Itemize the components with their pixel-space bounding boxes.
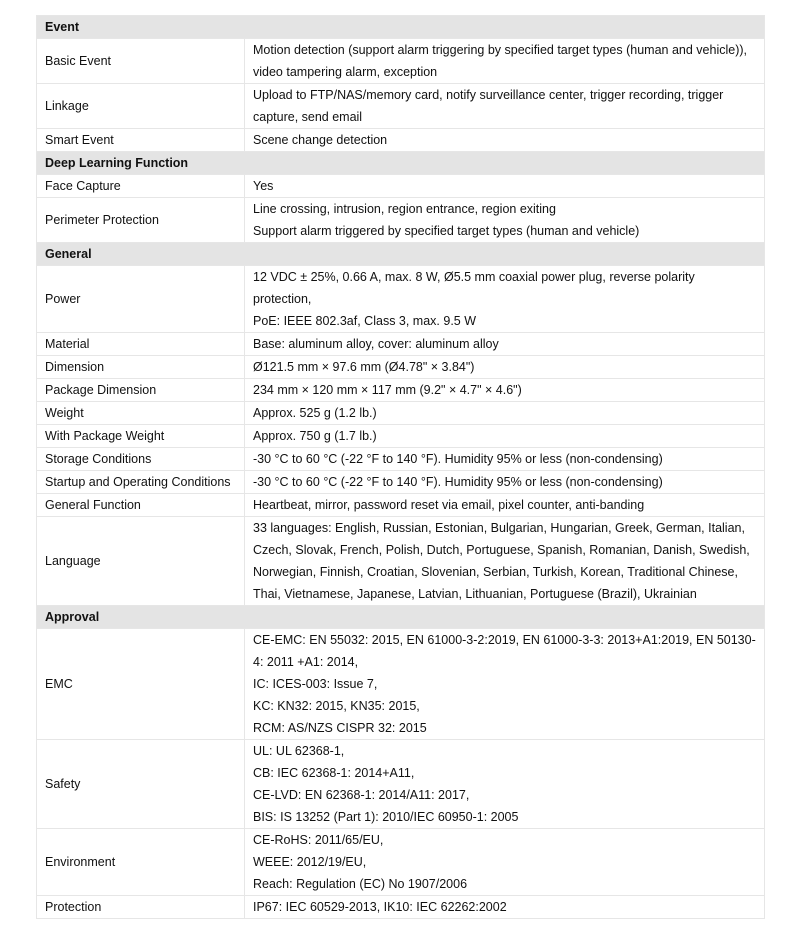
spec-row-face-capture bbox=[37, 175, 765, 198]
spec-value-line: IC: ICES-003: Issue 7, bbox=[253, 677, 378, 691]
spec-value bbox=[245, 356, 765, 379]
spec-row-package-dimension bbox=[37, 379, 765, 402]
spec-value bbox=[245, 517, 765, 606]
spec-value-line: CE-RoHS: 2011/65/EU, bbox=[253, 833, 384, 847]
spec-value-line: CB: IEC 62368-1: 2014+A11, bbox=[253, 766, 415, 780]
spec-value-line: Base: aluminum alloy, cover: aluminum alloy bbox=[253, 337, 499, 351]
spec-value-line: Support alarm triggered by specified target types (human and vehicle) bbox=[253, 224, 640, 238]
spec-row-protection bbox=[37, 896, 765, 919]
spec-label: With Package Weight bbox=[37, 425, 245, 448]
spec-value-line: KC: KN32: 2015, KN35: 2015, bbox=[253, 699, 420, 713]
spec-value bbox=[245, 829, 765, 896]
spec-value-line: CE-LVD: EN 62368-1: 2014/A11: 2017, bbox=[253, 788, 470, 802]
spec-value bbox=[245, 129, 765, 152]
spec-value bbox=[245, 84, 765, 129]
spec-row-linkage bbox=[37, 84, 765, 129]
spec-row-startup-and-operating-conditions bbox=[37, 471, 765, 494]
spec-value bbox=[245, 402, 765, 425]
spec-value-line: 12 VDC ± 25%, 0.66 A, max. 8 W, Ø5.5 mm coaxial power plug, reverse polarity protection, bbox=[253, 270, 695, 306]
spec-value-line: Ø121.5 mm × 97.6 mm (Ø4.78" × 3.84") bbox=[253, 360, 475, 374]
spec-value-line: UL: UL 62368-1, bbox=[253, 744, 345, 758]
spec-value bbox=[245, 494, 765, 517]
spec-value bbox=[245, 266, 765, 333]
spec-value bbox=[245, 198, 765, 243]
section-header-approval bbox=[37, 606, 765, 629]
spec-value-line: Line crossing, intrusion, region entrance, region exiting bbox=[253, 202, 556, 216]
spec-label: Smart Event bbox=[37, 129, 245, 152]
spec-value bbox=[245, 471, 765, 494]
spec-value-line: -30 °C to 60 °C (-22 °F to 140 °F). Humidity 95% or less (non-condensing) bbox=[253, 452, 663, 466]
spec-label: Package Dimension bbox=[37, 379, 245, 402]
spec-row-material bbox=[37, 333, 765, 356]
spec-row-dimension bbox=[37, 356, 765, 379]
spec-value bbox=[245, 896, 765, 919]
spec-table-container bbox=[36, 15, 764, 919]
spec-value bbox=[245, 740, 765, 829]
spec-label: EMC bbox=[37, 629, 245, 740]
spec-value-line: 234 mm × 120 mm × 117 mm (9.2" × 4.7" × 4.6") bbox=[253, 383, 522, 397]
spec-value bbox=[245, 39, 765, 84]
section-title: Approval bbox=[37, 606, 765, 629]
spec-label: Face Capture bbox=[37, 175, 245, 198]
spec-value-line: WEEE: 2012/19/EU, bbox=[253, 855, 367, 869]
spec-label: Storage Conditions bbox=[37, 448, 245, 471]
spec-value-line: Upload to FTP/NAS/memory card, notify surveillance center, trigger recording, trigger capture, send email bbox=[253, 88, 724, 124]
spec-value-line: -30 °C to 60 °C (-22 °F to 140 °F). Humidity 95% or less (non-condensing) bbox=[253, 475, 663, 489]
spec-row-storage-conditions bbox=[37, 448, 765, 471]
section-title: Deep Learning Function bbox=[37, 152, 765, 175]
spec-label: Safety bbox=[37, 740, 245, 829]
spec-value-line: RCM: AS/NZS CISPR 32: 2015 bbox=[253, 721, 427, 735]
spec-label: Perimeter Protection bbox=[37, 198, 245, 243]
spec-value bbox=[245, 629, 765, 740]
spec-row-basic-event bbox=[37, 39, 765, 84]
spec-value bbox=[245, 425, 765, 448]
spec-row-perimeter-protection bbox=[37, 198, 765, 243]
section-header-general bbox=[37, 243, 765, 266]
spec-value-line: Approx. 750 g (1.7 lb.) bbox=[253, 429, 377, 443]
spec-label: Material bbox=[37, 333, 245, 356]
specification-table bbox=[36, 15, 765, 919]
spec-row-emc bbox=[37, 629, 765, 740]
spec-label: Protection bbox=[37, 896, 245, 919]
spec-row-with-package-weight bbox=[37, 425, 765, 448]
spec-label: Environment bbox=[37, 829, 245, 896]
spec-value-line: CE-EMC: EN 55032: 2015, EN 61000-3-2:2019, EN 61000-3-3: 2013+A1:2019, EN 50130-4: 2011 +A1: 2014, bbox=[253, 633, 756, 669]
section-title: General bbox=[37, 243, 765, 266]
section-title: Event bbox=[37, 16, 765, 39]
spec-value-line: Yes bbox=[253, 179, 274, 193]
spec-value-line: PoE: IEEE 802.3af, Class 3, max. 9.5 W bbox=[253, 314, 477, 328]
spec-value-line: BIS: IS 13252 (Part 1): 2010/IEC 60950-1: 2005 bbox=[253, 810, 519, 824]
spec-row-environment bbox=[37, 829, 765, 896]
spec-value bbox=[245, 333, 765, 356]
spec-row-safety bbox=[37, 740, 765, 829]
specification-table-body bbox=[37, 16, 765, 919]
spec-value bbox=[245, 379, 765, 402]
spec-value-line: Motion detection (support alarm triggering by specified target types (human and vehicle)), video tampering alarm, exception bbox=[253, 43, 748, 79]
spec-label: Basic Event bbox=[37, 39, 245, 84]
spec-row-language bbox=[37, 517, 765, 606]
spec-value bbox=[245, 175, 765, 198]
spec-value bbox=[245, 448, 765, 471]
spec-label: Startup and Operating Conditions bbox=[37, 471, 245, 494]
spec-value-line: Scene change detection bbox=[253, 133, 388, 147]
section-header-deep-learning-function bbox=[37, 152, 765, 175]
spec-value-line: IP67: IEC 60529-2013, IK10: IEC 62262:2002 bbox=[253, 900, 507, 914]
spec-row-weight bbox=[37, 402, 765, 425]
spec-value-line: Approx. 525 g (1.2 lb.) bbox=[253, 406, 377, 420]
spec-value-line: Heartbeat, mirror, password reset via email, pixel counter, anti-banding bbox=[253, 498, 645, 512]
spec-label: Dimension bbox=[37, 356, 245, 379]
spec-label: Power bbox=[37, 266, 245, 333]
section-header-event bbox=[37, 16, 765, 39]
spec-label: Language bbox=[37, 517, 245, 606]
spec-label: Weight bbox=[37, 402, 245, 425]
spec-row-smart-event bbox=[37, 129, 765, 152]
spec-label: Linkage bbox=[37, 84, 245, 129]
spec-row-general-function bbox=[37, 494, 765, 517]
spec-value-line: 33 languages: English, Russian, Estonian, Bulgarian, Hungarian, Greek, German, Italian, Czech, Slovak, French, Polish, Dutch, Portuguese, Spanish, Romanian, Danish, Swedish, Norwegian, Finnish, Croatian, Slovenian, Serbian, Turkish, Korean, Traditional Chinese, Thai, Vietnamese, Japanese, Latvian, Lithuanian, Portuguese (Brazil), Ukrainian bbox=[253, 521, 750, 601]
spec-label: General Function bbox=[37, 494, 245, 517]
spec-value-line: Reach: Regulation (EC) No 1907/2006 bbox=[253, 877, 468, 891]
spec-row-power bbox=[37, 266, 765, 333]
